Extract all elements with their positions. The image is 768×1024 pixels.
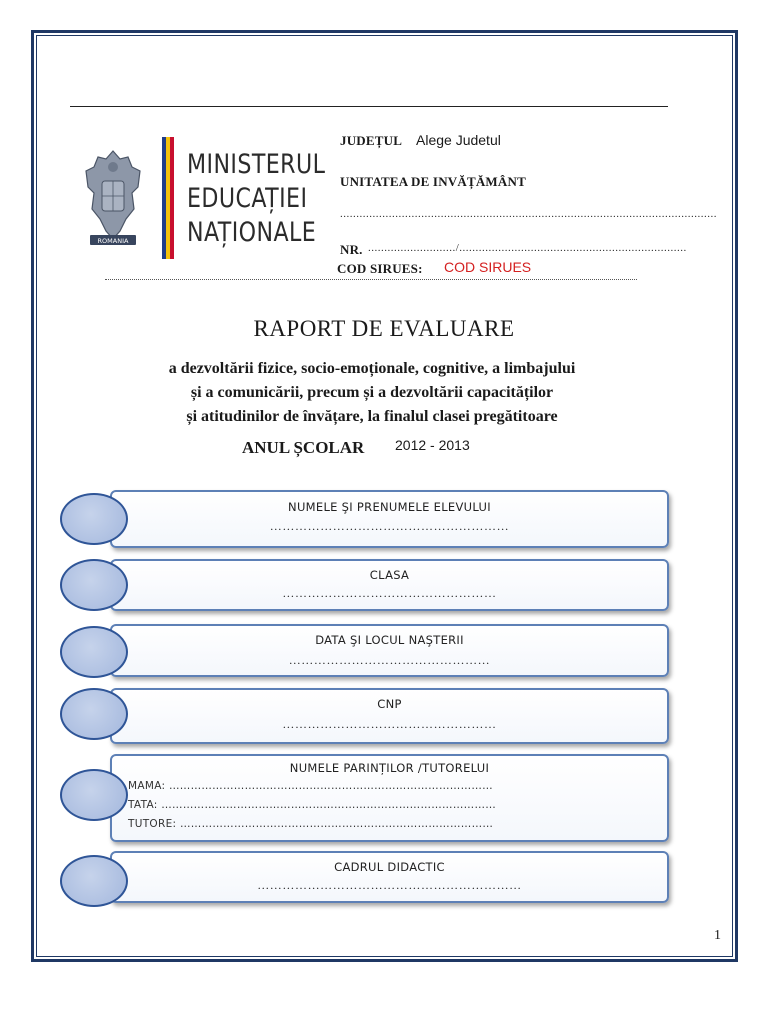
unitate-field[interactable]: .................................................................................................................... xyxy=(340,208,717,220)
guardian-field[interactable]: TUTORE: …………………………………………………………………………… xyxy=(128,818,494,830)
student-name-bullet xyxy=(60,493,128,545)
class-box xyxy=(110,559,669,611)
teacher-box xyxy=(110,851,669,903)
class-field[interactable]: …………………………………………… xyxy=(282,586,497,600)
birth-label: DATA ŞI LOCUL NAŞTERII xyxy=(315,633,464,647)
birth-field[interactable]: ………………………………………… xyxy=(288,653,491,667)
judet-label: JUDEȚUL xyxy=(340,133,403,148)
nr-label: NR. xyxy=(340,242,363,257)
cnp-box xyxy=(110,688,669,744)
student-name-field[interactable]: ………………………………………………… xyxy=(269,519,510,533)
logo-line-1: MINISTERUL xyxy=(187,149,326,180)
flag-bar-red xyxy=(170,137,174,259)
teacher-label: CADRUL DIDACTIC xyxy=(334,860,445,874)
cod-sirues-label: COD SIRUES: xyxy=(337,261,423,276)
subtitle-line-3: și atitudinilor de învățare, la finalul clasei pregătitoare xyxy=(186,408,558,425)
school-year-field[interactable]: 2012 - 2013 xyxy=(395,437,470,453)
teacher-field[interactable]: ……………………………………………………… xyxy=(257,878,522,892)
top-rule xyxy=(70,106,668,107)
student-name-label: NUMELE ŞI PRENUMELE ELEVULUI xyxy=(288,500,491,514)
cod-sirues-field[interactable]: COD SIRUES xyxy=(444,259,532,275)
mother-field[interactable]: MAMA: ……………………………………………………………………………… xyxy=(128,780,493,792)
birth-bullet xyxy=(60,626,128,678)
logo-line-3: NAȚIONALE xyxy=(187,217,317,248)
parents-box xyxy=(110,754,669,842)
cnp-bullet xyxy=(60,688,128,740)
judet-dropdown[interactable]: Alege Judetul xyxy=(416,132,501,148)
logo-line-2: EDUCAȚIEI xyxy=(187,183,308,214)
class-bullet xyxy=(60,559,128,611)
student-name-box xyxy=(110,490,669,548)
subtitle-line-1: a dezvoltării fizice, socio-emoționale, cognitive, a limbajului xyxy=(168,360,576,377)
birth-box xyxy=(110,624,669,677)
parents-label: NUMELE PARINȚILOR /TUTORELUI xyxy=(289,761,490,775)
report-title: RAPORT DE EVALUARE xyxy=(253,316,515,341)
cnp-field[interactable]: …………………………………………… xyxy=(282,717,497,731)
school-year-label: ANUL ȘCOLAR xyxy=(242,438,365,457)
class-label: CLASA xyxy=(369,568,410,582)
parents-bullet xyxy=(60,769,128,821)
ministry-logo xyxy=(82,137,326,259)
unitate-label: UNITATEA DE INVĂȚĂMÂNT xyxy=(340,174,526,189)
header-separator xyxy=(105,279,637,280)
nr-field[interactable]: .........................../...................................................................... xyxy=(368,242,687,254)
page-number: 1 xyxy=(714,928,721,943)
cnp-label: CNP xyxy=(377,697,402,711)
coat-of-arms-icon xyxy=(82,147,144,255)
teacher-bullet xyxy=(60,855,128,907)
father-field[interactable]: TATA: ………………………………………………………………………………… xyxy=(128,799,497,811)
crest-label: ROMANIA xyxy=(97,237,129,245)
subtitle-line-2: și a comunicării, precum și a dezvoltării capacităților xyxy=(190,384,554,401)
